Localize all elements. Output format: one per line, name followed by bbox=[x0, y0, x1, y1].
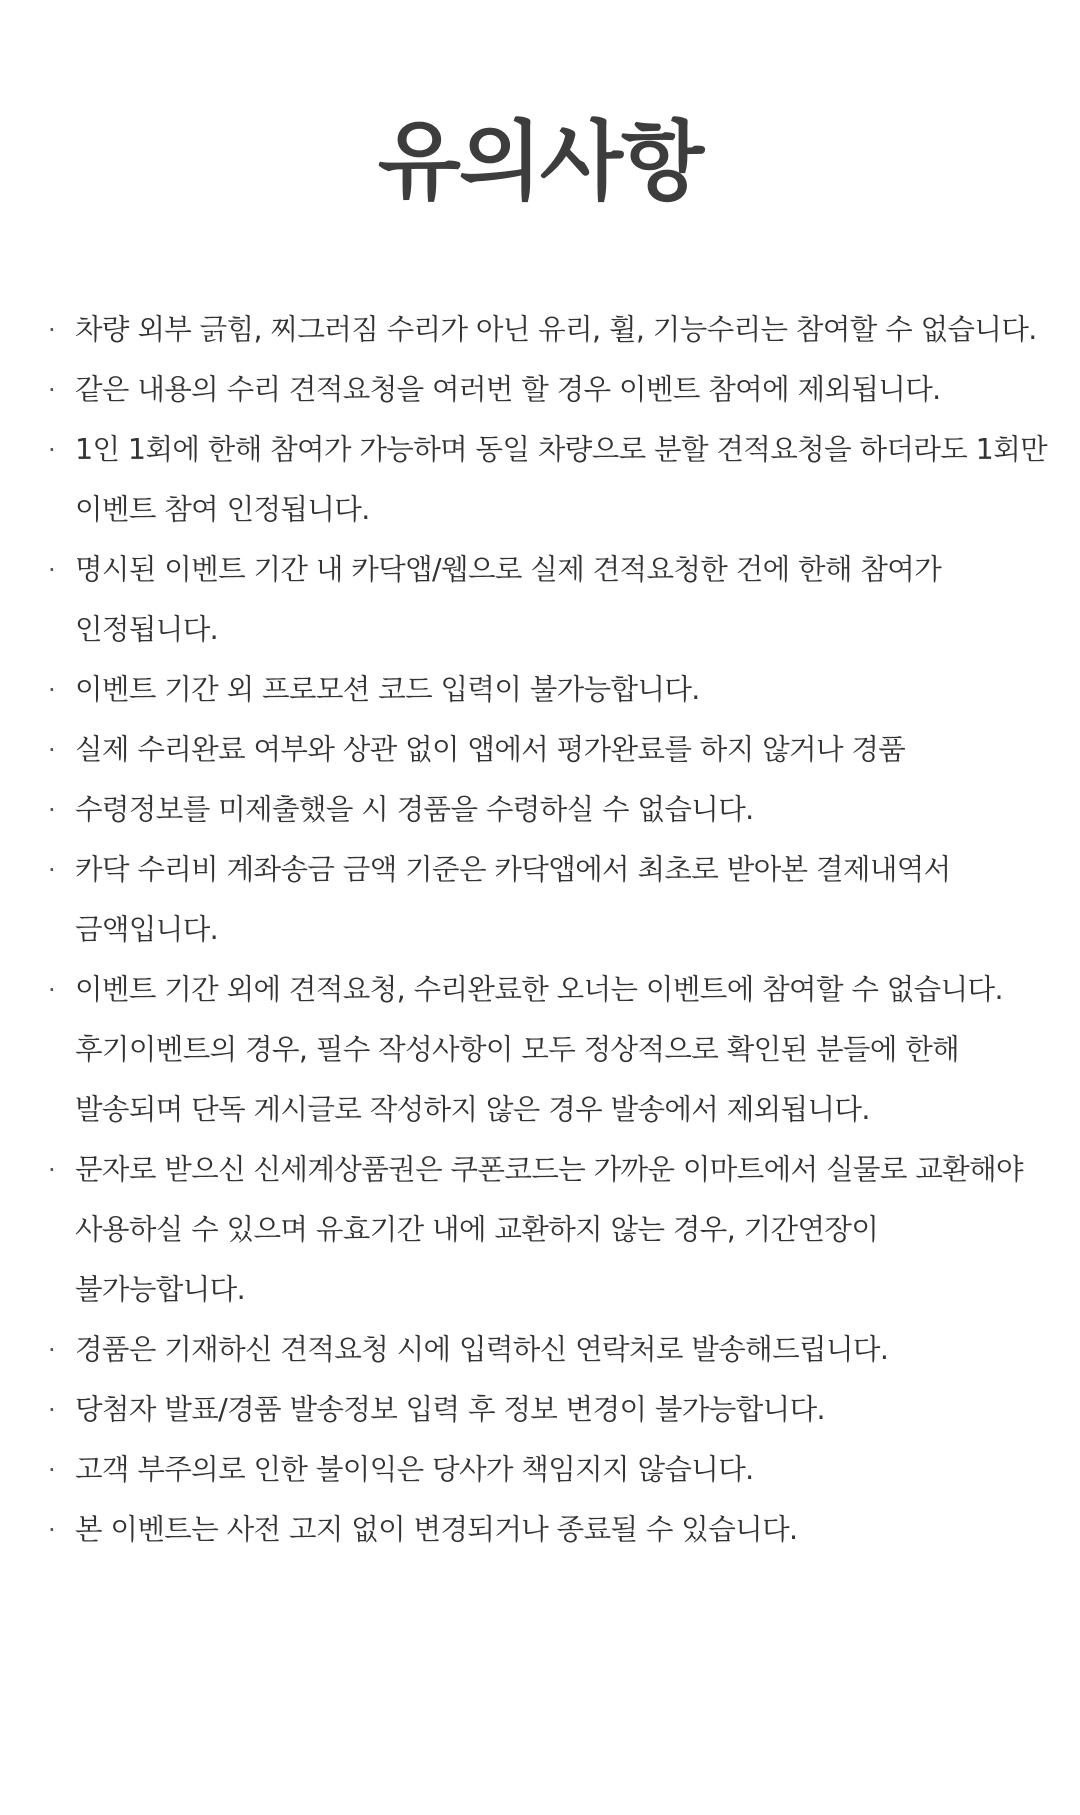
notice-item bbox=[48, 660, 1048, 720]
notice-item bbox=[48, 420, 1048, 540]
notice-item bbox=[48, 540, 1048, 660]
bullet-dot: · bbox=[48, 436, 56, 464]
notice-text-line: 실제 수리완료 여부와 상관 없이 앱에서 평가완료를 하지 않거나 경품 bbox=[75, 733, 906, 766]
notice-text-line: 인정됩니다. bbox=[75, 613, 219, 646]
notice-text-line: 문자로 받으신 신세계상품권은 쿠폰코드는 가까운 이마트에서 실물로 교환해야 bbox=[75, 1153, 1023, 1186]
notice-item bbox=[48, 720, 1048, 780]
bullet-dot: · bbox=[48, 1396, 56, 1424]
notice-text-line: 명시된 이벤트 기간 내 카닥앱/웹으로 실제 견적요청한 건에 한해 참여가 bbox=[75, 553, 942, 586]
bullet-dot: · bbox=[48, 736, 56, 764]
notice-text-line: 이벤트 기간 외에 견적요청, 수리완료한 오너는 이벤트에 참여할 수 없습니다. bbox=[75, 973, 1003, 1006]
notice-text-line: 카닥 수리비 계좌송금 금액 기준은 카닥앱에서 최초로 받아본 결제내역서 bbox=[75, 853, 951, 886]
notice-item bbox=[48, 1320, 1048, 1380]
notice-item bbox=[48, 1500, 1048, 1560]
notice-item bbox=[48, 360, 1048, 420]
bullet-dot: · bbox=[48, 1516, 56, 1544]
notice-text-line: 이벤트 참여 인정됩니다. bbox=[75, 493, 370, 526]
notice-text-line: 고객 부주의로 인한 불이익은 당사가 책임지지 않습니다. bbox=[75, 1453, 754, 1486]
notice-text-line: 수령정보를 미제출했을 시 경품을 수령하실 수 없습니다. bbox=[75, 793, 754, 826]
notice-list bbox=[48, 300, 1048, 1560]
notice-text-line: 당첨자 발표/경품 발송정보 입력 후 정보 변경이 불가능합니다. bbox=[75, 1393, 825, 1426]
notice-text-line: 같은 내용의 수리 견적요청을 여러번 할 경우 이벤트 참여에 제외됩니다. bbox=[75, 373, 941, 406]
bullet-dot: · bbox=[48, 796, 56, 824]
bullet-dot: · bbox=[48, 976, 56, 1004]
notice-item bbox=[48, 1380, 1048, 1440]
bullet-dot: · bbox=[48, 676, 56, 704]
notice-text-line: 사용하실 수 있으며 유효기간 내에 교환하지 않는 경우, 기간연장이 bbox=[75, 1213, 879, 1246]
notice-text-line: 본 이벤트는 사전 고지 없이 변경되거나 종료될 수 있습니다. bbox=[75, 1513, 798, 1546]
notice-item bbox=[48, 300, 1048, 360]
notice-item bbox=[48, 960, 1048, 1140]
notice-item bbox=[48, 1140, 1048, 1320]
page-title: 유의사항 bbox=[377, 112, 703, 212]
bullet-dot: · bbox=[48, 1336, 56, 1364]
notice-text-line: 불가능합니다. bbox=[75, 1273, 246, 1306]
notice-item bbox=[48, 780, 1048, 840]
bullet-dot: · bbox=[48, 1156, 56, 1184]
notice-text-line: 후기이벤트의 경우, 필수 작성사항이 모두 정상적으로 확인된 분들에 한해 bbox=[75, 1033, 960, 1066]
notice-item bbox=[48, 1440, 1048, 1500]
notice-text-line: 금액입니다. bbox=[75, 913, 219, 946]
notice-text-line: 경품은 기재하신 견적요청 시에 입력하신 연락처로 발송해드립니다. bbox=[75, 1333, 889, 1366]
notice-text-line: 발송되며 단독 게시글로 작성하지 않은 경우 발송에서 제외됩니다. bbox=[75, 1093, 870, 1126]
notice-item bbox=[48, 840, 1048, 960]
bullet-dot: · bbox=[48, 316, 56, 344]
notice-text-line: 차량 외부 긁힘, 찌그러짐 수리가 아닌 유리, 휠, 기능수리는 참여할 수 없습니다. bbox=[75, 313, 1037, 346]
notice-text-line: 이벤트 기간 외 프로모션 코드 입력이 불가능합니다. bbox=[75, 673, 700, 706]
bullet-dot: · bbox=[48, 1456, 56, 1484]
bullet-dot: · bbox=[48, 856, 56, 884]
notice-text-line: 1인 1회에 한해 참여가 가능하며 동일 차량으로 분할 견적요청을 하더라도 1회만 bbox=[75, 433, 1048, 466]
bullet-dot: · bbox=[48, 556, 56, 584]
bullet-dot: · bbox=[48, 376, 56, 404]
